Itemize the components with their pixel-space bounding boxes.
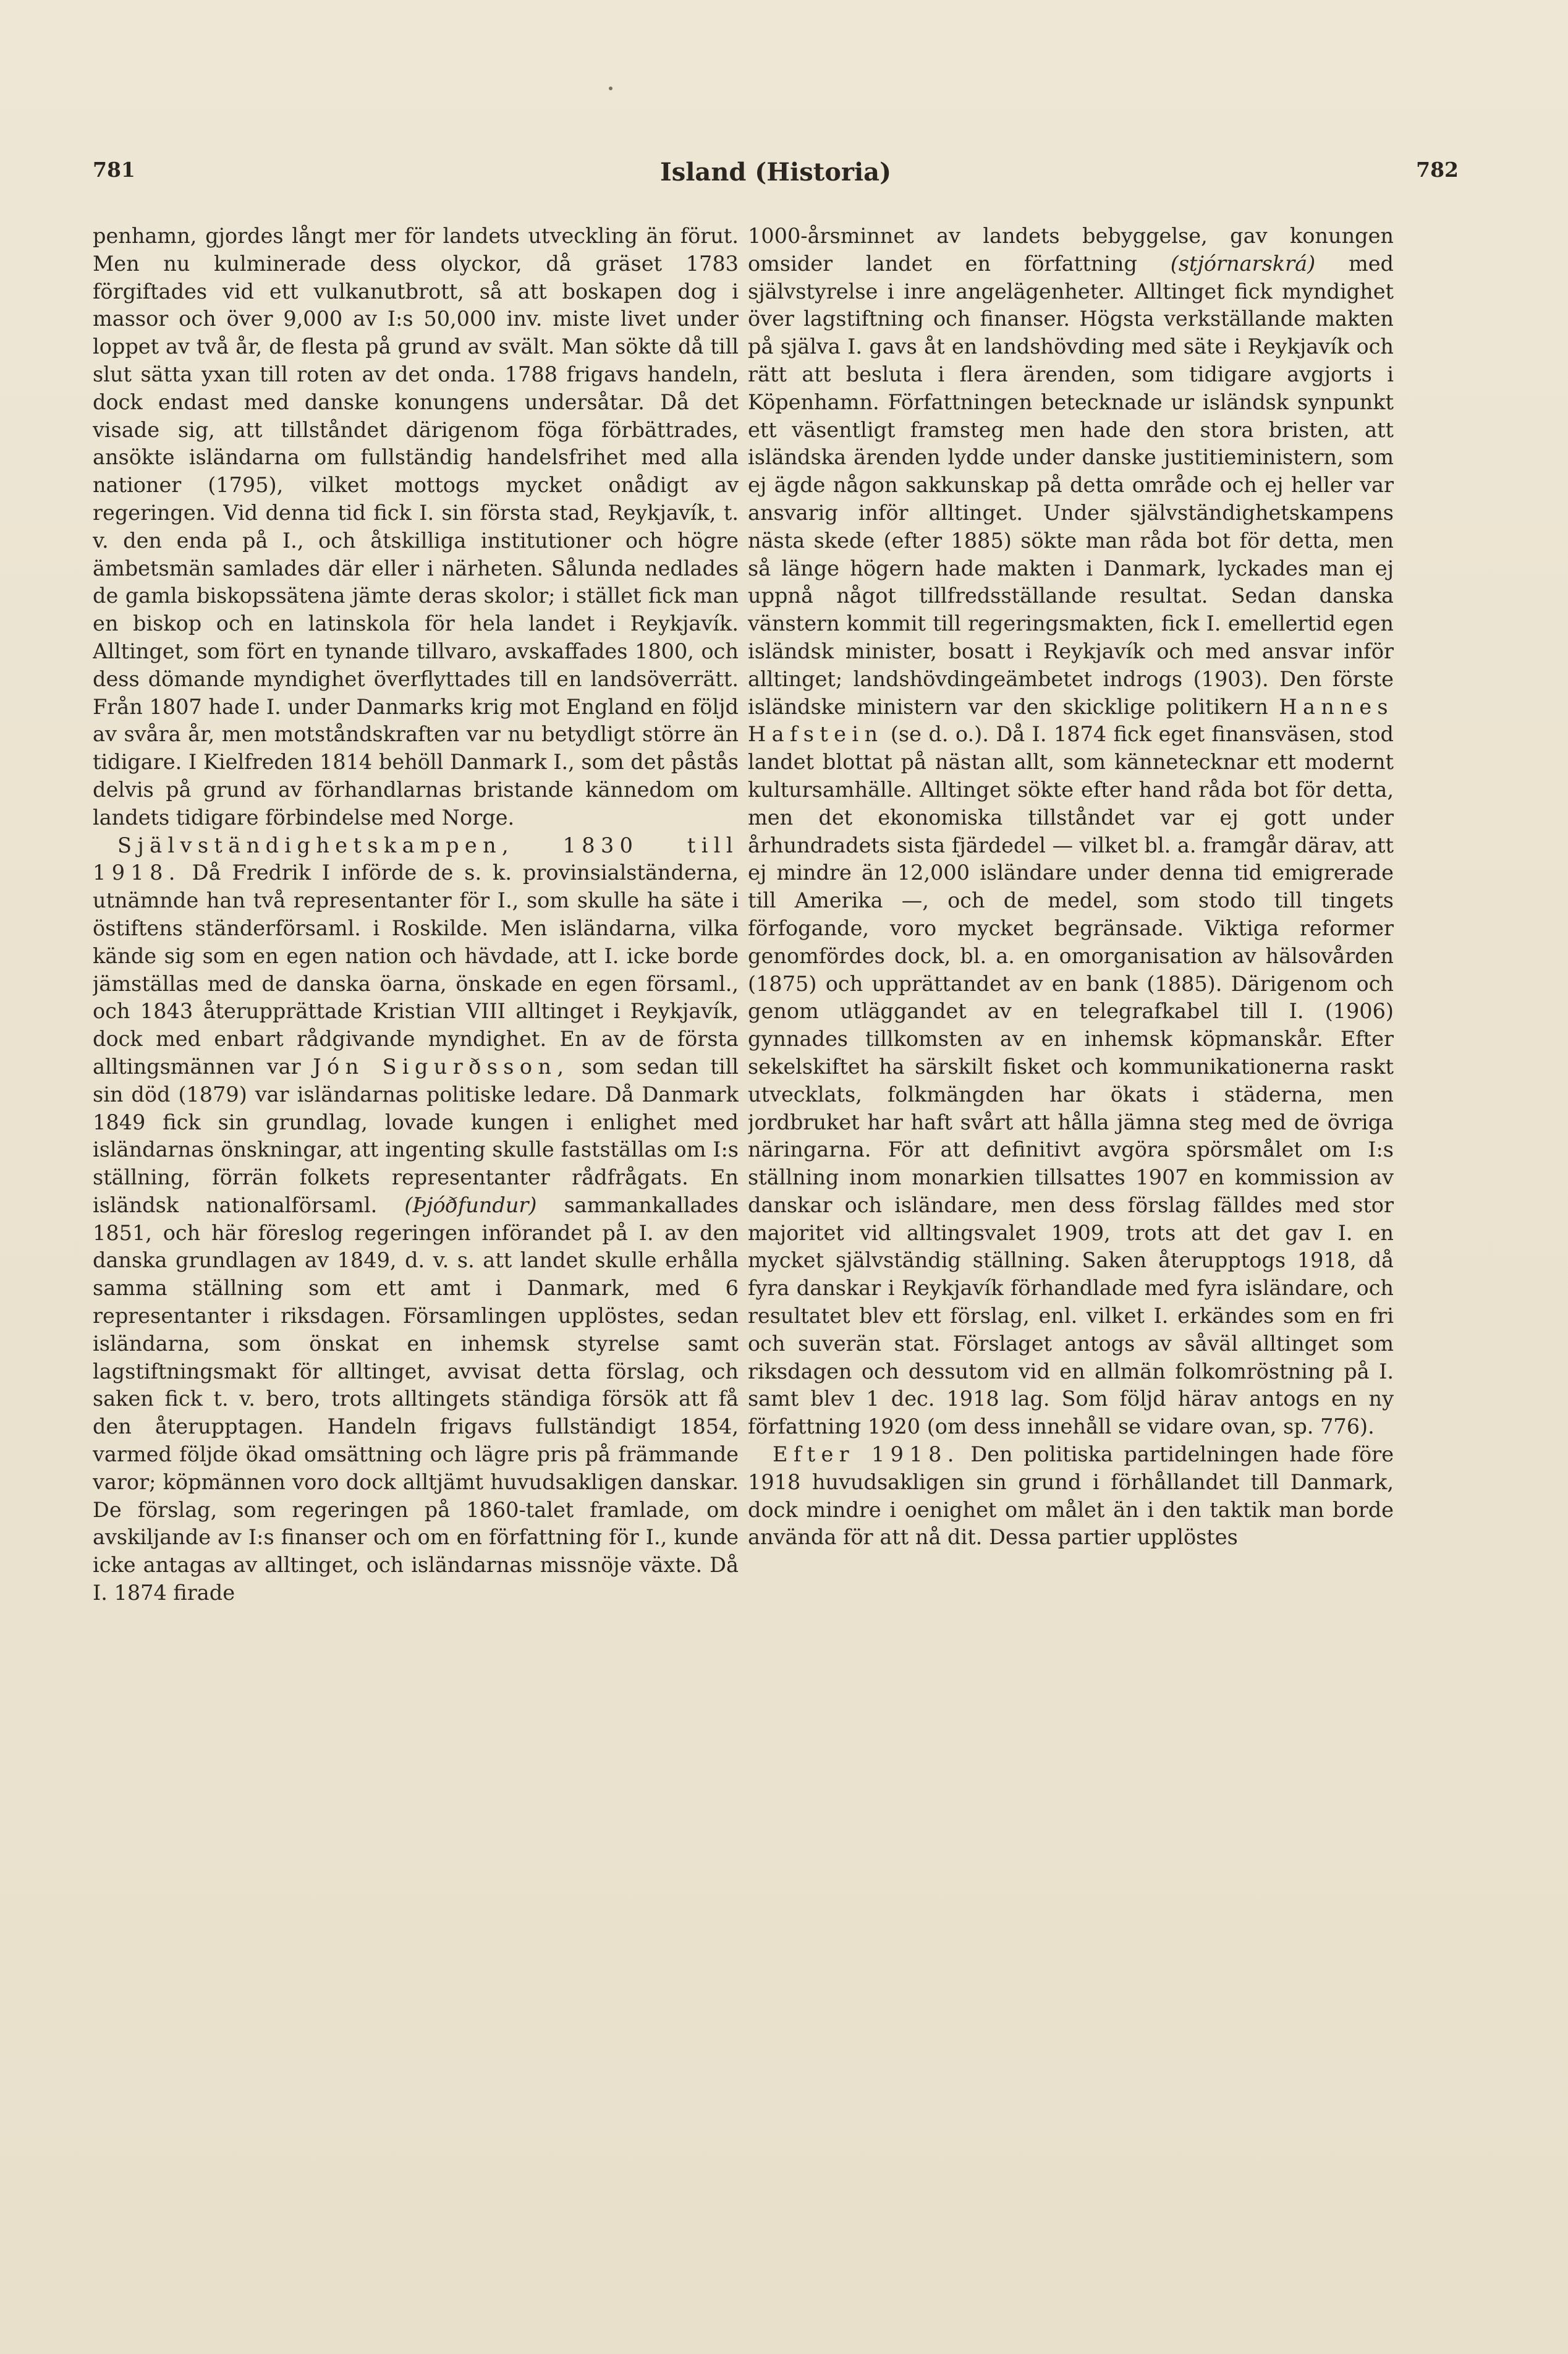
right-page-number: 782 — [1416, 158, 1459, 182]
page-title: Island (Historia) — [659, 158, 892, 187]
paragraph-text: Då Fredrik I införde de s. k. provinsialständerna, utnämnde han två representanter för I., som skulle ha säte i östiftens ständerförsaml. i Roskilde. Men isländarna, vilka kände sig som en egen nation och hävdade, att I. icke borde jämställas med de danska öarna, önskade en egen församl., och 1843 återupprättade Kristian VIII alltinget i Reykjavík, dock med enbart rådgivande myndighet. En av de första alltingsmännen var — [93, 860, 739, 1079]
paragraph — [748, 1441, 1394, 1552]
right-column — [748, 223, 1394, 2170]
paragraph — [748, 223, 1394, 1441]
paper-speck — [609, 87, 612, 90]
paragraph-text: penhamn, gjordes långt mer för landets utveckling än förut. Men nu kulminerade dess olyckor, då gräset 1783 förgiftades vid ett vulkanutbrott, så att boskapen dog i massor och över 9,000 av I:s 50,000 inv. miste livet under loppet av två år, de flesta på grund av svält. Man sökte då till slut sätta yxan till roten av det onda. 1788 frigavs handeln, dock endast med danske konungens undersåtar. Då det visade sig, att tillståndet därigenom föga förbättrades, ansökte isländarna om fullständig handelsfrihet med alla nationer (1795), vilket mottogs mycket onådigt av regeringen. Vid denna tid fick I. sin första stad, Reykjavík, t. v. den enda på I., och åtskilliga institutioner och högre ämbetsmän samlades där eller i närheten. Sålunda nedlades de gamla biskopssätena jämte deras skolor; i stället fick man en biskop och en latinskola för hela landet i Reykjavík. Alltinget, som fört en tynande tillvaro, avskaffades 1800, och dess dömande myndighet överflyttades till en landsöverrätt. Från 1807 hade I. under Danmarks krig mot England en följd av svåra år, men motståndskraften var nu betydligt större än tidigare. I Kielfreden 1814 behöll Danmark I., som det påstås delvis på grund av förhandlarnas bristande kännedom om landets tidigare förbindelse med Norge. — [93, 224, 739, 830]
person-name: Hannes Hafstein — [748, 694, 1394, 747]
paragraph-text: (se d. o.). Då I. 1874 fick eget finansväsen, stod landet blottat på nästan allt, som kännetecknar ett modernt kultursamhälle. Alltinget sökte efter hand råda bot för detta, men det ekonomiska tillståndet var ej gott under århundradets sista fjärdedel — vilket bl. a. framgår därav, att ej mindre än 12,000 isländare under denna tid emigrerade till Amerika —, och de medel, som stodo till tingets förfogande, voro mycket begränsade. Viktiga reformer genomfördes dock, bl. a. en omorganisation av hälsovården (1875) och upprättandet av en bank (1885). Därigenom och genom utläggandet av en telegrafkabel till I. (1906) gynnades tillkomsten av en inhemsk köpmanskår. Efter sekelskiftet ha särskilt fisket och kommunikationerna raskt utvecklats, folkmängden har ökats i städerna, men jordbruket har haft svårt att hålla jämna steg med de övriga näringarna. För att definitivt avgöra spörsmålet om I:s ställning inom monarkien tillsattes 1907 en kommission av danskar och isländare, men dess förslag fälldes med stor majoritet vid alltingsvalet 1909, trots att det gav I. en mycket självständig ställning. Saken återupptogs 1918, då fyra danskar i Reykjavík förhandlade med fyra isländare, och resultatet blev ett förslag, enl. vilket I. erkändes som en fri och suverän stat. Förslaget antogs av såväl alltinget som riksdagen och dessutom vid en allmän folkomröstning på I. samt blev 1 dec. 1918 lag. Som följd härav antogs en ny författning 1920 (om dess innehåll se vidare ovan, sp. 776). — [748, 722, 1394, 1439]
paragraph-text: med självstyrelse i inre angelägenheter. Alltinget fick myndighet över lagstiftning och finanser. Högsta verkställande makten på själva I. gavs åt en landshövding med säte i Reykjavík och rätt att besluta i flera ärenden, som tidigare avgjorts i Köpenhamn. Författningen betecknade ur isländsk synpunkt ett väsentligt framsteg men hade den stora bristen, att isländska ärenden lydde under danske justitieministern, som ej ägde någon sakkunskap på detta område och ej heller var ansvarig inför alltinget. Under självständighetskampens nästa skede (efter 1885) sökte man råda bot för detta, men så länge högern hade makten i Danmark, lyckades man ej uppnå något tillfredsställande resultat. Sedan danska vänstern kommit till regeringsmakten, fick I. emellertid egen isländsk minister, bosatt i Reykjavík och med ansvar inför alltinget; landshövdingeämbetet indrogs (1903). Den förste isländske ministern var den skicklige politikern — [748, 251, 1394, 719]
page-header — [93, 158, 1459, 195]
section-heading: Efter 1918. — [773, 1442, 960, 1467]
paragraph-text: sammankallades 1851, och här föreslog regeringen införandet på I. av den danska grundlagen av 1849, d. v. s. att landet skulle erhålla samma ställning som ett amt i Danmark, med 6 representanter i riksdagen. Församlingen upplöstes, sedan isländarna, som önskat en inhemsk styrelse samt lagstiftningsmakt för alltinget, avvisat detta förslag, och saken fick t. v. bero, trots alltingets ständiga försök att få den återupptagen. Handeln frigavs fullständigt 1854, varmed följde ökad omsättning och lägre pris på främmande varor; köpmännen voro dock alltjämt huvudsakligen danskar. De förslag, som regeringen på 1860-talet framlade, om avskiljande av I:s finanser och om en författning för I., kunde icke antagas av alltinget, och isländarnas missnöje växte. Då I. 1874 firade — [93, 1192, 739, 1605]
paragraph-text: 1000-årsminnet av landets bebyggelse, gav konungen omsider landet en författning — [748, 224, 1394, 276]
paragraph-text: Den politiska partidelningen hade före 1918 huvudsakligen sin grund i förhållandet till Danmark, dock mindre i oenighet om målet än i den taktik man borde använda för att nå dit. Dessa partier upplöstes — [748, 1442, 1394, 1550]
left-column — [93, 223, 739, 2170]
paragraph — [93, 223, 739, 832]
paragraph — [93, 832, 739, 1607]
left-page-number: 781 — [93, 158, 135, 182]
person-name: Jón Sigurðsson, — [313, 1054, 570, 1079]
italic-term: (stjórnarskrá) — [1170, 251, 1316, 276]
section-heading: Självständighetskampen, 1830 till 1918. — [93, 833, 739, 885]
paragraph-text: som sedan till sin död (1879) var isländarnas politiske ledare. Då Danmark 1849 fick sin grundlag, lovade kungen i enlighet med isländarnas önskningar, att ingenting skulle fastställas om I:s ställning, förrän folkets representanter rådfrågats. En isländsk nationalförsaml. — [93, 1054, 739, 1217]
italic-term: (Þjóðfundur) — [404, 1192, 537, 1217]
